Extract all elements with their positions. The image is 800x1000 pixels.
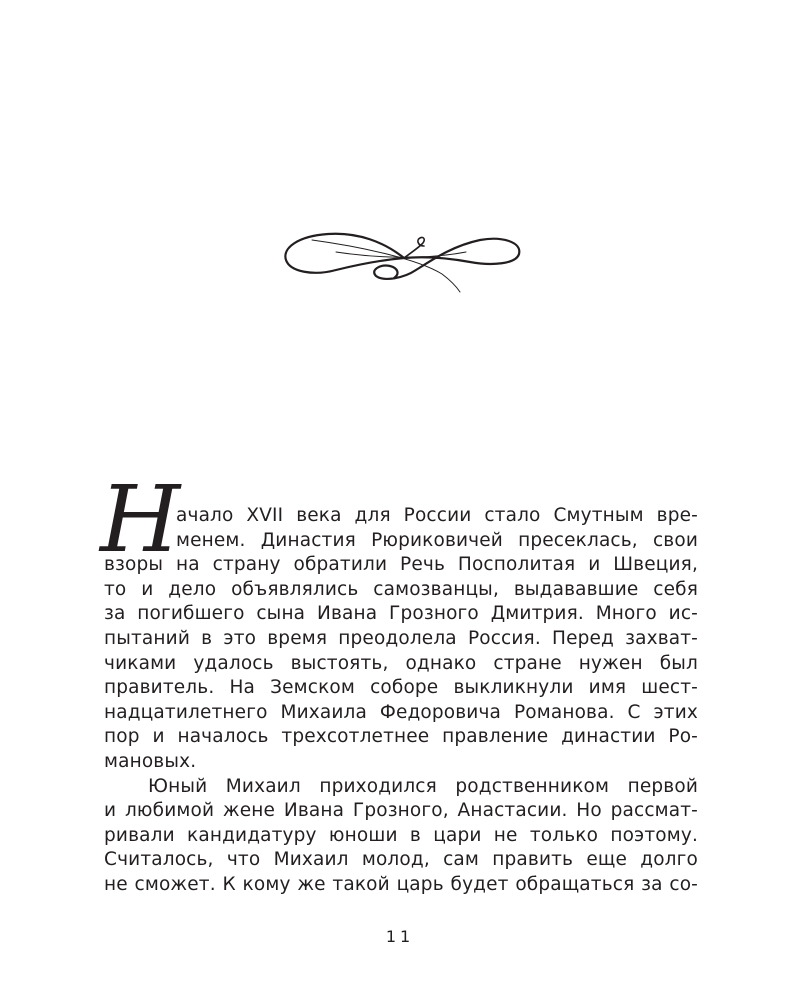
text-line: правитель. На Земском соборе выкликнули имя шест- — [104, 677, 698, 699]
text-line: ривали кандидатуру юноши в цари не только поэтому. — [104, 824, 698, 846]
decorative-flourish — [276, 222, 526, 300]
text-line: за погибшего сына Ивана Грозного Дмитрия. Много ис- — [104, 603, 698, 625]
text-line: Считалось, что Михаил молод, сам править еще долго — [104, 849, 698, 871]
text-line: Юный Михаил приходился родственником первой — [148, 775, 698, 797]
text-line: менем. Династия Рюриковичей пресеклась, свои — [176, 529, 698, 551]
body-text — [100, 466, 698, 898]
text-line: пытаний в это время преодолела Россия. Перед захват- — [104, 627, 698, 649]
text-line: взоры на страну обратили Речь Посполитая и Швеция, — [104, 554, 698, 576]
page-number: 11 — [385, 927, 415, 946]
text-line: не сможет. К кому же такой царь будет обращаться за со- — [104, 873, 698, 895]
text-line: пор и началось трехсотлетнее правление династии Ро- — [104, 726, 698, 748]
text-line: и любимой жене Ивана Грозного, Анастасии. Но рассмат- — [104, 800, 698, 822]
drop-cap-letter: Н — [100, 466, 181, 573]
text-line: надцатилетнего Михаила Федоровича Романова. С этих — [104, 701, 698, 723]
text-line: мановых. — [104, 750, 197, 772]
text-line: то и дело объявлялись самозванцы, выдававшие себя — [104, 578, 698, 600]
text-line: ачало XVII века для России стало Смутным вре- — [176, 505, 698, 526]
text-line: чиками удалось выстоять, однако стране нужен был — [104, 652, 698, 674]
